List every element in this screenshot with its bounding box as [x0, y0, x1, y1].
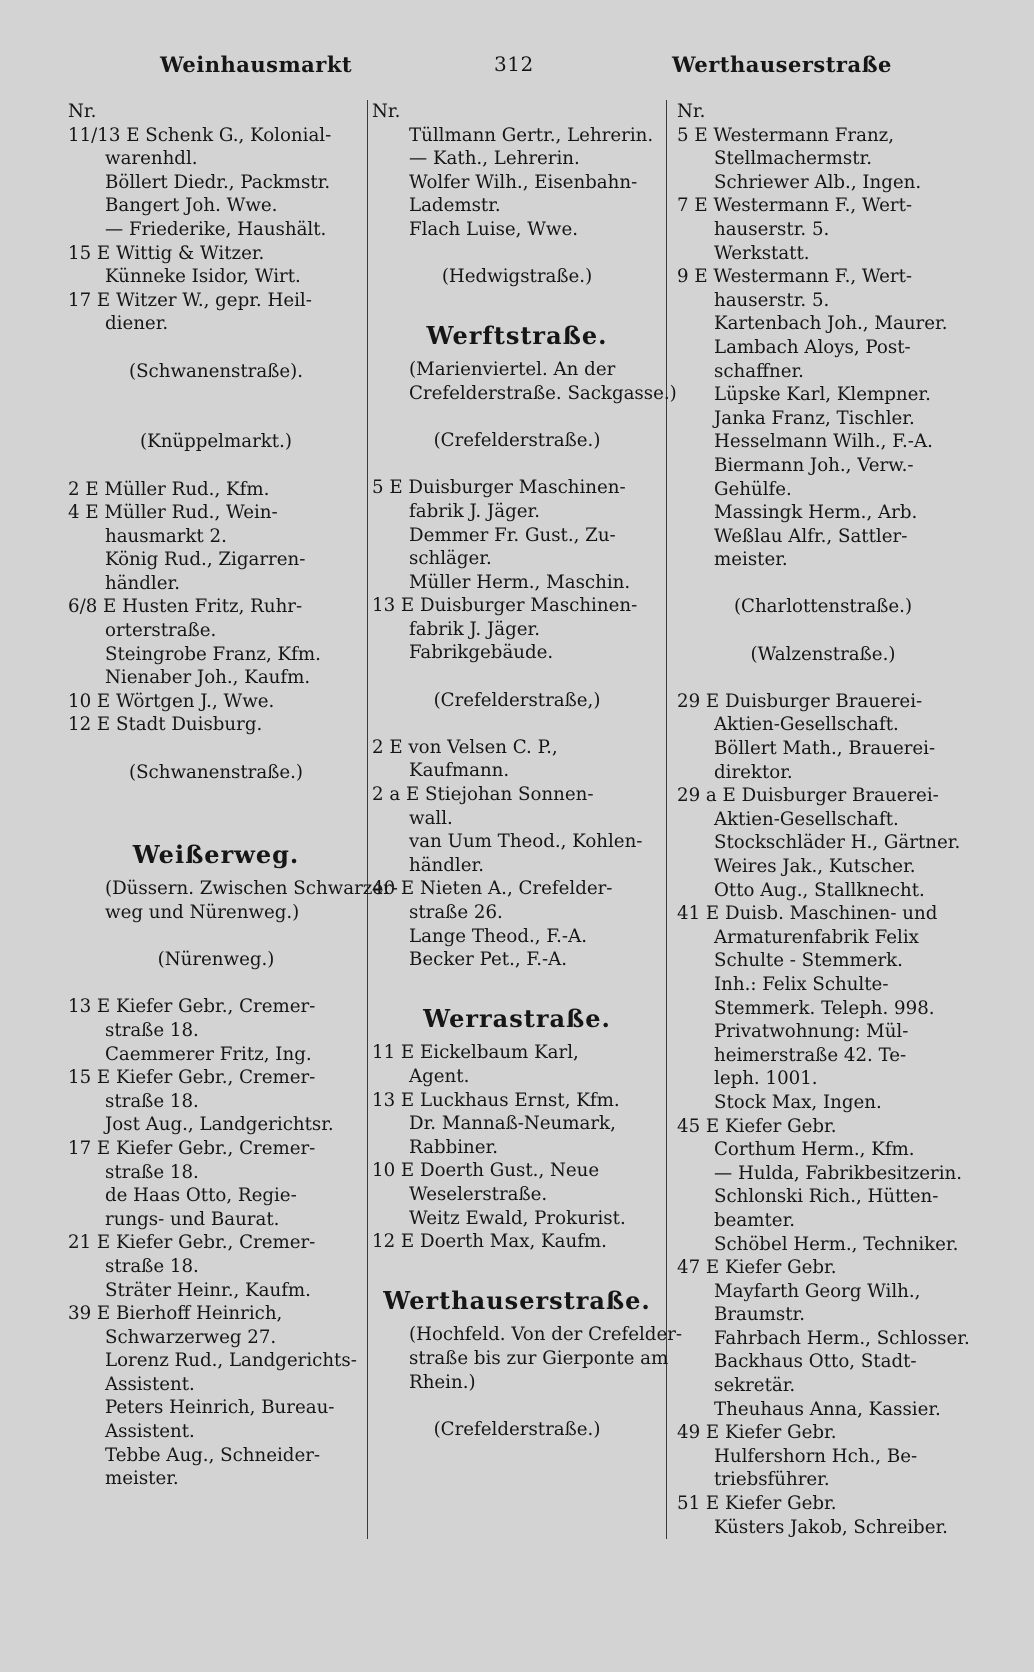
directory-entry [372, 925, 662, 949]
entry-line: Privatwohnung: Mül- [714, 1021, 909, 1043]
spacer [68, 972, 364, 996]
directory-entry [68, 194, 364, 218]
entry-line: — Hulda, Fabrikbesitzerin. [714, 1162, 963, 1184]
entry-line: 29 E Duisburger Brauerei- [677, 690, 923, 712]
spacer [372, 1254, 662, 1278]
entry-line: Tüllmann Gertr., Lehrerin. [409, 124, 654, 146]
directory-entry [372, 1207, 662, 1231]
entry-line: Tebbe Aug., Schneider- [105, 1444, 321, 1466]
directory-entry [677, 855, 969, 879]
directory-entry [68, 501, 364, 548]
directory-entry [372, 524, 662, 571]
directory-entry [68, 666, 364, 690]
spacer [68, 737, 364, 761]
directory-entry [372, 830, 662, 877]
entry-line: 13 E Luckhaus Ernst, Kfm. [372, 1089, 620, 1111]
directory-entry [68, 218, 364, 242]
entry-line: meister. [105, 1468, 179, 1490]
entry-line: (Düssern. Zwischen Schwarzer- [105, 878, 398, 900]
entry-line: Aktien-Gesellschaft. [714, 808, 899, 830]
directory-entry [677, 902, 969, 1091]
spacer [372, 712, 662, 736]
entry-line: 21 E Kiefer Gebr., Cremer- [68, 1232, 316, 1254]
entry-line: 10 E Wörtgen J., Wwe. [68, 690, 275, 712]
entry-line: 7 E Westermann F., Wert- [677, 195, 913, 217]
entry-line: Weires Jak., Kutscher. [714, 856, 916, 877]
entry-line: 51 E Kiefer Gebr. [677, 1493, 837, 1515]
directory-entry [372, 948, 662, 972]
entry-line: Böllert Math., Brauerei- [714, 738, 936, 760]
entry-line: hauserstr. 5. [714, 289, 830, 311]
entry-line: Hulfershorn Hch., Be- [714, 1445, 918, 1467]
page-number: 312 [494, 52, 534, 76]
entry-line: straße 18. [105, 1019, 199, 1041]
entry-line: 11/13 E Schenk G., Kolonial- [68, 124, 332, 146]
entry-line: leph. 1001. [714, 1068, 818, 1090]
directory-entry [372, 1230, 662, 1254]
street-heading: Werthauserstraße. [383, 1286, 651, 1316]
spacer [677, 666, 969, 690]
entry-line: beamter. [714, 1209, 796, 1231]
entry-line: Stockschläder H., Gärtner. [714, 832, 961, 854]
street-heading: Werftstraße. [426, 321, 608, 351]
spacer [372, 289, 662, 313]
entry-line: Armaturenfabrik Felix [714, 926, 919, 948]
entry-line: 45 E Kiefer Gebr. [677, 1115, 837, 1137]
directory-entry [68, 1302, 364, 1349]
entry-line: diener. [105, 313, 169, 335]
entry-line: Lange Theod., F.-A. [409, 925, 587, 947]
entry-line: wall. [409, 807, 453, 829]
entry-line: Caemmerer Fritz, Ing. [105, 1043, 312, 1065]
entry-line: straße bis zur Gierponte am [409, 1347, 669, 1369]
entry-line: 40 E Nieten A., Crefelder- [372, 878, 613, 900]
spacer [68, 383, 364, 407]
running-head-left: Weinhausmarkt [160, 52, 353, 77]
entry-line: 2 a E Stiejohan Sonnen- [372, 784, 594, 806]
directory-entry [677, 383, 969, 407]
entry-line: straße 26. [409, 902, 503, 923]
entry-line: 2 E Müller Rud., Kfm. [68, 478, 270, 500]
entry-line: Nienaber Joh., Kaufm. [105, 667, 311, 689]
entry-line: rungs- und Baurat. [105, 1208, 280, 1230]
directory-entry [68, 595, 364, 642]
spacer [372, 406, 662, 430]
directory-entry [68, 478, 364, 502]
directory-entry [677, 1115, 969, 1139]
entry-line: Stemmerk. Teleph. 998. [714, 997, 935, 1019]
directory-entry [677, 1138, 969, 1162]
entry-line: Fahrbach Herm., Schlosser. [714, 1327, 970, 1349]
directory-entry [68, 265, 364, 289]
running-head-right: Werthauserstraße [672, 52, 892, 77]
directory-entry [68, 124, 364, 171]
entry-line: Müller Herm., Maschin. [409, 571, 631, 593]
entry-line: 29 a E Duisburger Brauerei- [677, 785, 939, 807]
column-label: Nr. [677, 101, 706, 122]
entry-line: Lorenz Rud., Landgerichts- [105, 1350, 357, 1372]
entry-line: direktor. [714, 761, 793, 783]
column-label: Nr. [68, 101, 97, 122]
entry-line: 10 E Doerth Gust., Neue [372, 1160, 600, 1182]
directory-entry [68, 1349, 364, 1396]
directory-entry [677, 336, 969, 383]
entry-line: 9 E Westermann F., Wert- [677, 266, 913, 288]
directory-entry [68, 548, 364, 595]
entry-line: Assistent. [105, 1373, 195, 1395]
directory-entry [68, 171, 364, 195]
entry-line: Jost Aug., Landgerichtsr. [105, 1114, 334, 1136]
directory-entry [372, 594, 662, 641]
entry-line: Inh.: Felix Schulte- [714, 973, 889, 995]
directory-entry [677, 784, 969, 831]
entry-line: Demmer Fr. Gust., Zu- [409, 524, 616, 546]
directory-entry [677, 312, 969, 336]
directory-entry [372, 1041, 662, 1088]
cross-street: (Crefelderstraße.) [433, 1418, 601, 1440]
column-rule [367, 100, 368, 1539]
directory-entry [677, 1162, 969, 1186]
directory-entry [677, 1516, 969, 1540]
directory-entry [372, 641, 662, 665]
entry-line: (Marienviertel. An der [409, 359, 616, 381]
directory-entry [677, 1185, 969, 1232]
spacer [372, 665, 662, 689]
cross-street: (Schwanenstraße.) [128, 761, 304, 783]
entry-line: 12 E Stadt Duisburg. [68, 714, 263, 736]
cross-street: (Knüppelmarkt.) [140, 431, 292, 453]
spacer [68, 925, 364, 949]
entry-line: 41 E Duisb. Maschinen- und [677, 903, 938, 925]
entry-line: Flach Luise, Wwe. [409, 218, 579, 240]
directory-entry [677, 171, 969, 195]
street-heading: Werrastraße. [423, 1004, 611, 1034]
directory-entry [677, 1233, 969, 1257]
entry-line: triebsführer. [714, 1469, 830, 1491]
entry-line: warenhdl. [105, 148, 198, 170]
entry-line: sekretär. [714, 1375, 796, 1397]
entry-line: Janka Franz, Tischler. [714, 407, 915, 429]
entry-line: Gehülfe. [714, 478, 792, 500]
directory-entry [372, 218, 662, 242]
directory-entry [68, 1231, 364, 1278]
directory-entry [372, 783, 662, 830]
entry-line: Otto Aug., Stallknecht. [714, 879, 925, 901]
entry-line: 5 E Westermann Franz, [677, 124, 895, 146]
directory-entry [677, 1445, 969, 1492]
entry-line: 13 E Kiefer Gebr., Cremer- [68, 996, 316, 1018]
directory-entry [372, 476, 662, 523]
entry-line: Hesselmann Wilh., F.-A. [714, 431, 933, 453]
column-1 [68, 100, 398, 1491]
directory-entry [68, 1279, 364, 1303]
entry-line: Küsters Jakob, Schreiber. [714, 1516, 948, 1538]
directory-entry [677, 1492, 969, 1516]
directory-entry [372, 1159, 662, 1206]
entry-line: Assistent. [105, 1421, 195, 1443]
entry-line: 5 E Duisburger Maschinen- [372, 477, 626, 499]
entry-line: Peters Heinrich, Bureau- [105, 1397, 335, 1419]
cross-street: (Crefelderstraße.) [433, 430, 601, 452]
column-label: Nr. [372, 101, 401, 122]
directory-entry [68, 643, 364, 667]
entry-line: de Haas Otto, Regie- [105, 1185, 297, 1207]
spacer [372, 242, 662, 266]
directory-entry [372, 1112, 662, 1159]
directory-entry [372, 1323, 683, 1394]
entry-line: Stock Max, Ingen. [714, 1091, 882, 1113]
entry-line: Massingk Herm., Arb. [714, 502, 918, 524]
entry-line: Agent. [409, 1065, 470, 1087]
directory-entry [68, 1444, 364, 1491]
directory-entry [677, 1256, 969, 1280]
spacer [68, 454, 364, 478]
entry-line: Weselerstraße. [409, 1183, 548, 1205]
entry-line: 4 E Müller Rud., Wein- [68, 502, 278, 524]
entry-line: straße 18. [105, 1161, 199, 1183]
entry-line: König Rud., Zigarren- [105, 549, 306, 571]
entry-line: — Kath., Lehrerin. [409, 148, 580, 170]
directory-entry [677, 1327, 969, 1351]
directory-entry [68, 1137, 364, 1184]
directory-entry [677, 1091, 969, 1115]
entry-line: Lademstr. [409, 195, 501, 217]
spacer [372, 972, 662, 996]
directory-entry [677, 265, 969, 312]
directory-entry [677, 1421, 969, 1445]
entry-line: Schlonski Rich., Hütten- [714, 1186, 939, 1208]
entry-line: Fabrikgebäude. [409, 642, 554, 664]
entry-line: fabrik J. Jäger. [409, 500, 540, 522]
entry-line: straße 18. [105, 1090, 199, 1112]
directory-entry [372, 147, 662, 171]
spacer [68, 784, 364, 808]
entry-line: 11 E Eickelbaum Karl, [372, 1042, 579, 1064]
directory-entry [68, 242, 364, 266]
entry-line: Schriewer Alb., Ingen. [714, 171, 922, 193]
cross-street: (Crefelderstraße,) [433, 689, 601, 711]
entry-line: Kaufmann. [409, 760, 510, 782]
entry-line: hauserstr. 5. [714, 218, 830, 240]
entry-line: Steingrobe Franz, Kfm. [105, 643, 321, 665]
directory-entry [677, 407, 969, 431]
entry-line: schaffner. [714, 360, 804, 382]
entry-line: hausmarkt 2. [105, 525, 227, 547]
spacer [677, 619, 969, 643]
entry-line: 2 E von Velsen C. P., [372, 736, 558, 758]
entry-line: — Friederike, Haushält. [105, 218, 327, 240]
entry-line: Braumstr. [714, 1304, 805, 1326]
entry-line: händler. [409, 854, 484, 876]
directory-entry [677, 501, 969, 525]
directory-entry [372, 171, 662, 218]
entry-line: weg und Nürenweg.) [105, 902, 300, 923]
entry-line: Werkstatt. [714, 242, 810, 264]
directory-entry [68, 289, 364, 336]
directory-entry [68, 1066, 364, 1113]
entry-line: van Uum Theod., Kohlen- [409, 831, 643, 853]
entry-line: schläger. [409, 548, 492, 570]
directory-entry [677, 1280, 969, 1327]
cross-street: (Charlottenstraße.) [733, 596, 913, 618]
directory-entry [372, 877, 662, 924]
entry-line: 13 E Duisburger Maschinen- [372, 595, 638, 617]
entry-line: Biermann Joh., Verw.- [714, 454, 914, 476]
entry-line: Bangert Joh. Wwe. [105, 195, 278, 217]
entry-line: Künneke Isidor, Wirt. [105, 266, 301, 288]
directory-entry [372, 358, 677, 405]
entry-line: Crefelderstraße. Sackgasse.) [409, 382, 677, 404]
entry-line: Theuhaus Anna, Kassier. [714, 1398, 941, 1420]
entry-line: Sträter Heinr., Kaufm. [105, 1279, 311, 1301]
spacer [372, 453, 662, 477]
entry-line: Lüpske Karl, Klempner. [714, 384, 931, 406]
entry-line: 49 E Kiefer Gebr. [677, 1422, 837, 1444]
entry-line: 15 E Kiefer Gebr., Cremer- [68, 1067, 316, 1089]
directory-entry [372, 1089, 662, 1113]
entry-line: Wolfer Wilh., Eisenbahn- [409, 171, 638, 193]
entry-line: 47 E Kiefer Gebr. [677, 1257, 837, 1279]
entry-line: Dr. Mannaß-Neumark, [409, 1113, 616, 1135]
spacer [68, 407, 364, 431]
entry-line: heimerstraße 42. Te- [714, 1044, 907, 1066]
directory-entry [68, 713, 364, 737]
entry-line: händler. [105, 572, 180, 594]
entry-line: meister. [714, 549, 788, 571]
directory-entry [677, 1398, 969, 1422]
entry-line: orterstraße. [105, 620, 217, 642]
entry-line: Schulte - Stemmerk. [714, 950, 903, 972]
directory-entry [68, 1396, 364, 1443]
directory-entry [68, 995, 364, 1042]
entry-line: Stellmachermstr. [714, 148, 872, 170]
entry-line: Corthum Herm., Kfm. [714, 1139, 915, 1161]
cross-street: (Hedwigstraße.) [441, 266, 593, 288]
entry-line: Backhaus Otto, Stadt- [714, 1351, 917, 1373]
entry-line: straße 18. [105, 1255, 199, 1277]
directory-entry [677, 242, 969, 266]
entry-line: fabrik J. Jäger. [409, 618, 540, 640]
directory-entry [677, 690, 969, 737]
column-2 [372, 100, 683, 1441]
entry-line: Böllert Diedr., Packmstr. [105, 171, 331, 193]
entry-line: Weßlau Alfr., Sattler- [714, 525, 908, 547]
directory-entry [68, 1043, 364, 1067]
directory-entry [68, 690, 364, 714]
spacer [677, 572, 969, 596]
entry-line: 17 E Kiefer Gebr., Cremer- [68, 1137, 316, 1159]
directory-entry [677, 454, 969, 501]
entry-line: Rhein.) [409, 1371, 476, 1393]
street-heading: Weißerweg. [132, 840, 300, 870]
directory-entry [677, 525, 969, 572]
directory-entry [68, 877, 398, 924]
directory-entry [677, 194, 969, 241]
directory-entry [372, 736, 662, 783]
spacer [372, 1394, 662, 1418]
directory-entry [677, 879, 969, 903]
directory-entry [677, 430, 969, 454]
entry-line: Aktien-Gesellschaft. [714, 714, 899, 736]
entry-line: Weitz Ewald, Prokurist. [409, 1207, 626, 1229]
directory-entry [677, 831, 969, 855]
directory-entry [677, 1350, 969, 1397]
directory-entry [372, 124, 662, 148]
directory-entry [677, 124, 969, 171]
cross-street: (Nürenweg.) [157, 949, 275, 971]
entry-line: 39 E Bierhoff Heinrich, [68, 1303, 283, 1325]
entry-line: Lambach Aloys, Post- [714, 336, 911, 358]
cross-street: (Schwanenstraße). [128, 360, 304, 382]
entry-line: 12 E Doerth Max, Kaufm. [372, 1231, 607, 1253]
directory-entry [372, 571, 662, 595]
entry-line: Kartenbach Joh., Maurer. [714, 313, 948, 335]
directory-entry [68, 1184, 364, 1231]
entry-line: Rabbiner. [409, 1136, 499, 1158]
spacer [68, 336, 364, 360]
cross-street: (Walzenstraße.) [750, 643, 896, 665]
column-3 [677, 100, 969, 1539]
directory-entry [68, 1113, 364, 1137]
entry-line: (Hochfeld. Von der Crefelder- [409, 1324, 683, 1346]
entry-line: 6/8 E Husten Fritz, Ruhr- [68, 596, 303, 618]
entry-line: 15 E Wittig & Witzer. [68, 242, 265, 264]
directory-entry [677, 737, 969, 784]
spacer [68, 808, 364, 832]
entry-line: Schwarzerweg 27. [105, 1326, 277, 1348]
entry-line: Becker Pet., F.-A. [409, 949, 568, 971]
entry-line: Schöbel Herm., Techniker. [714, 1233, 959, 1255]
entry-line: 17 E Witzer W., gepr. Heil- [68, 289, 312, 311]
entry-line: Mayfarth Georg Wilh., [714, 1280, 921, 1302]
